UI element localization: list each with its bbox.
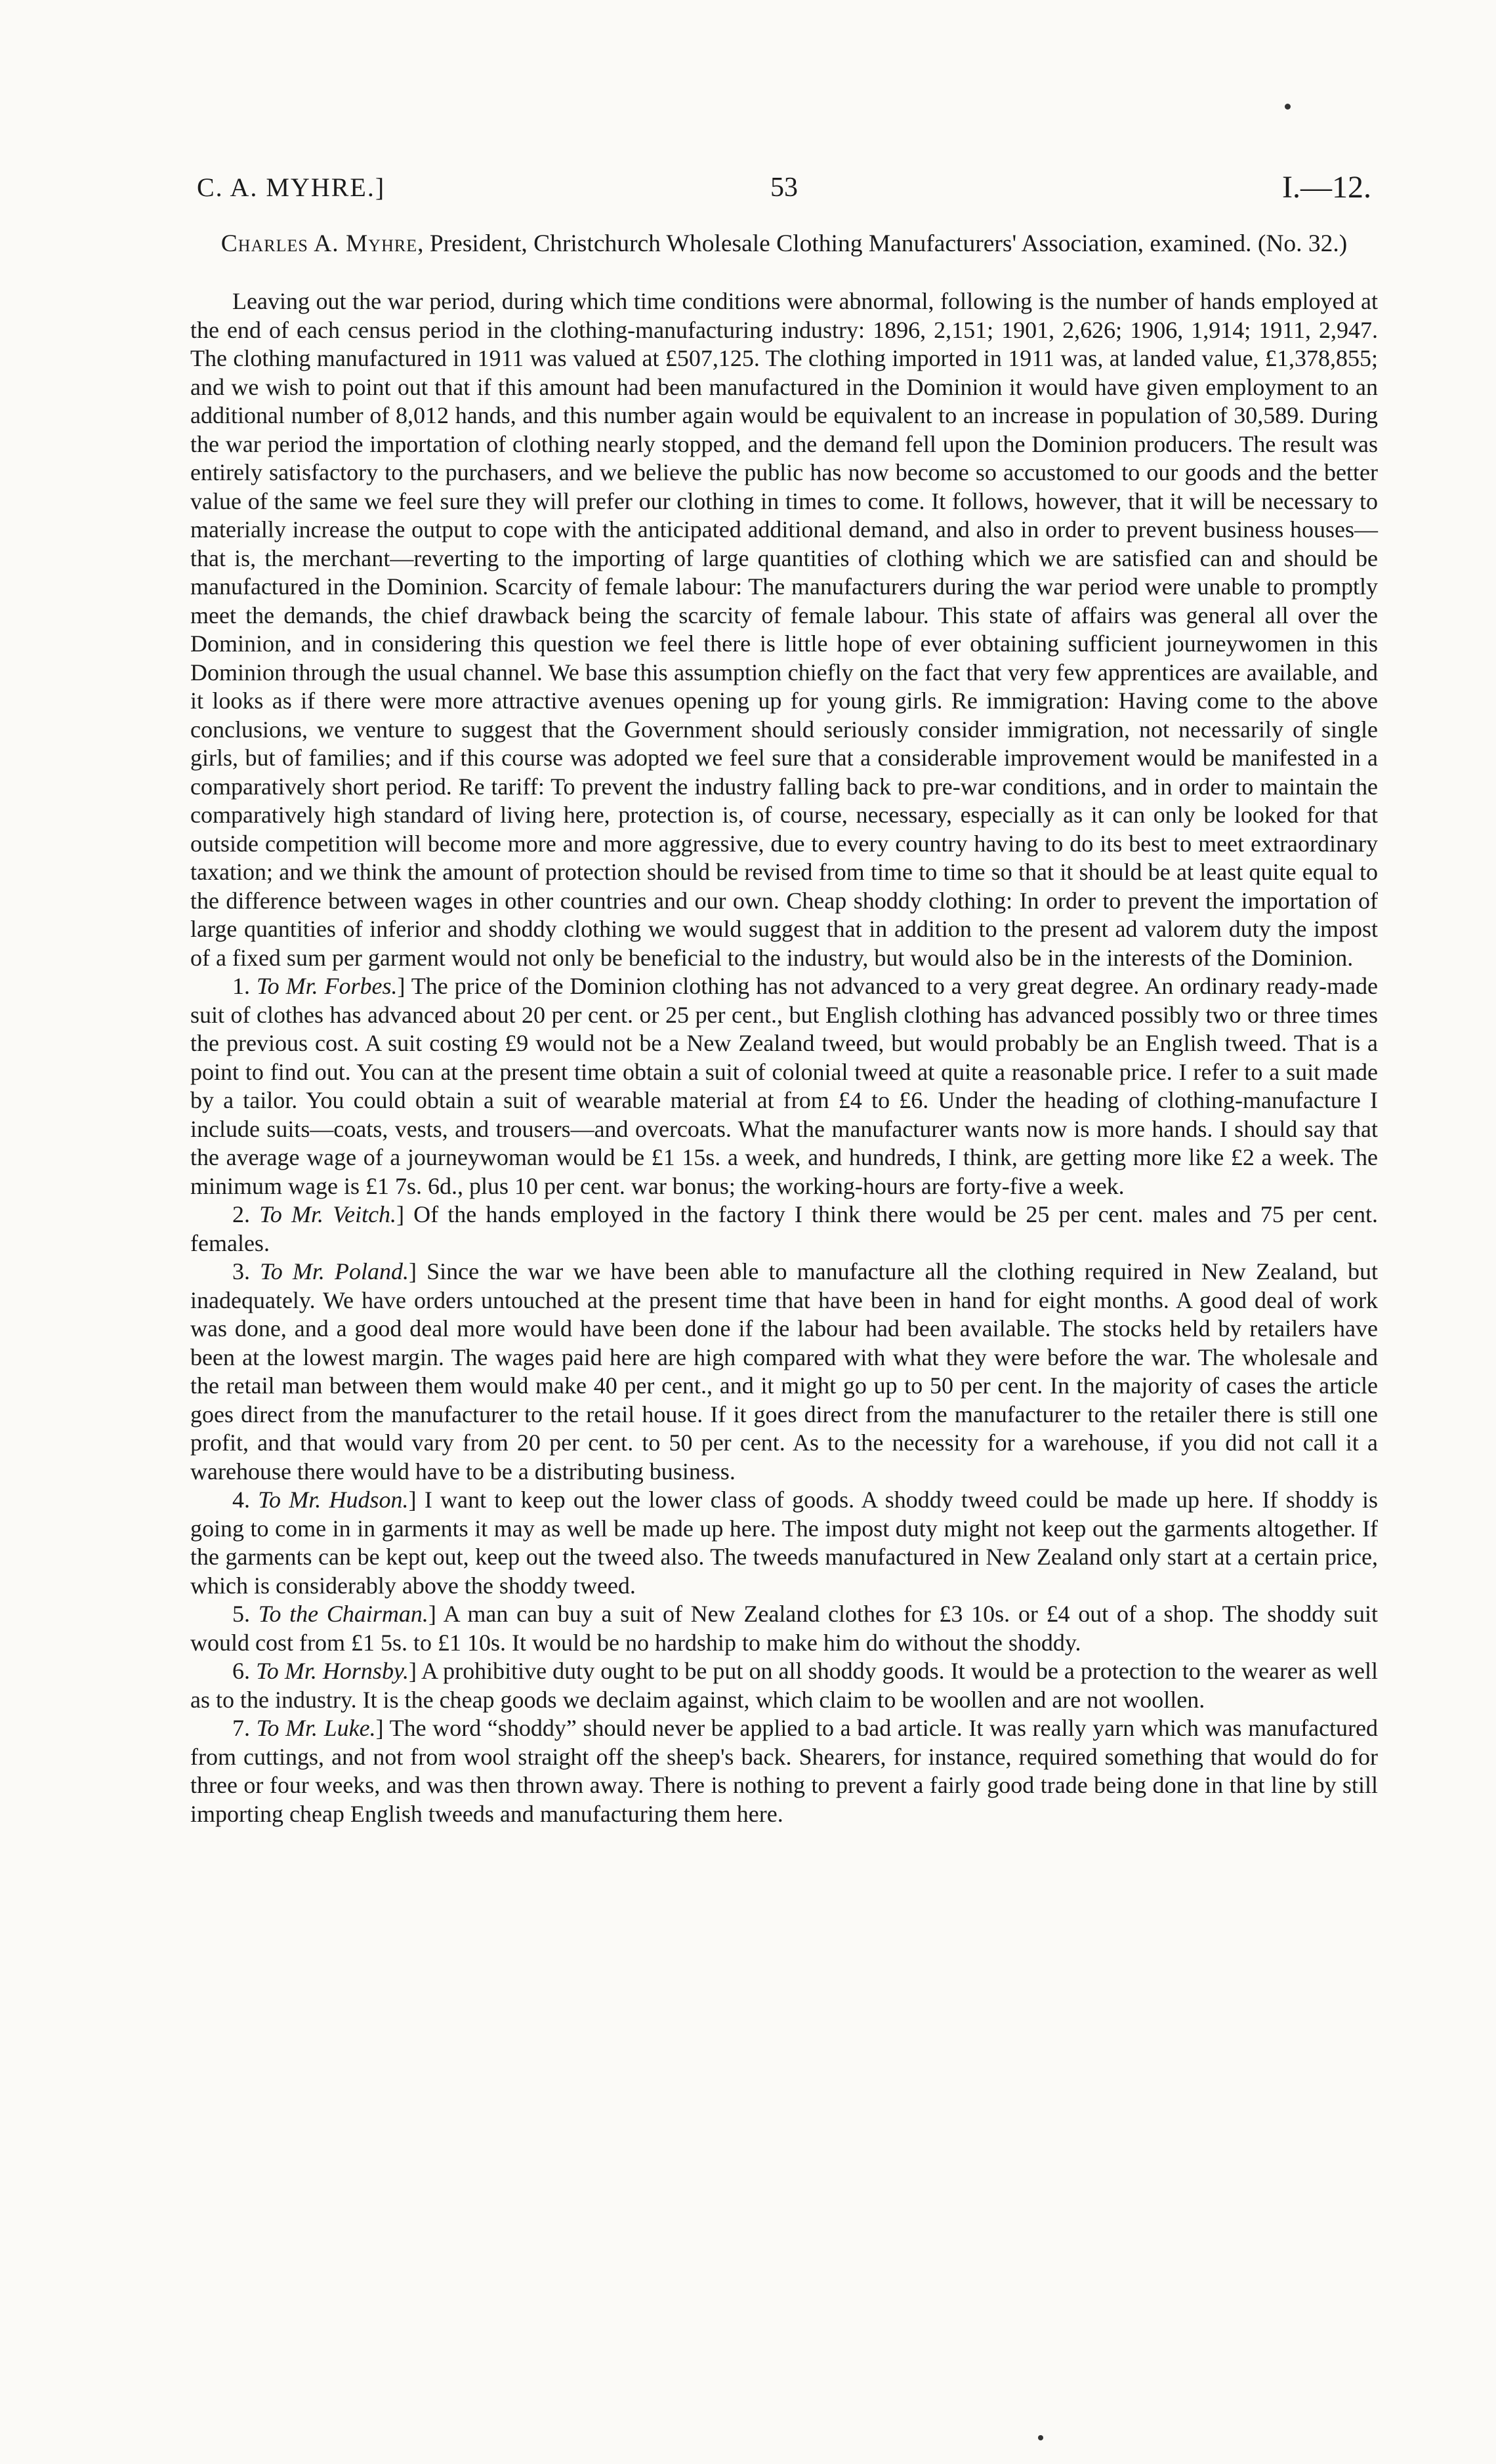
answer-number: 2. [232,1201,250,1227]
answer-number: 6. [232,1658,250,1684]
witness-running-head: C. A. MYHRE.] [197,173,386,202]
page-header [197,172,1371,211]
witness-name: Charles A. Myhre [220,230,418,257]
answer-addressee: To Mr. Forbes. [256,973,398,999]
answer-addressee: To Mr. Veitch. [259,1201,397,1227]
ink-speck [1285,104,1291,110]
evidence-body [190,287,1378,1828]
answer-text: The word “shoddy” should never be applied to a bad article. It was really yarn which was manufactured from cuttings, and not from wool straight off the sheep's back. Shearers, for instance, required something that would do for three or four weeks, and was then thrown away. There is nothing to prevent a fairly good trade being done in that line by still importing cheap English tweeds and manufacturing them here. [190,1715,1379,1827]
answer-addressee: To Mr. Poland. [260,1258,409,1284]
answer-text: A prohibitive duty ought to be put on all shoddy goods. It would be a protection to the wearer as well as to the industry. It is the cheap goods we declaim against, which claim to be woollen and are not woollen. [190,1658,1379,1713]
answer-addressee: To Mr. Hornsby. [256,1658,409,1684]
answer-paragraph: 6. To Mr. Hornsby.] A prohibitive duty ought to be put on all shoddy goods. It would be a protection to the wearer as well as to the industry. It is the cheap goods we declaim against, which claim to be woollen and are not woollen. [190,1658,1379,1713]
witness-description: , President, Christchurch Wholesale Clothing Manufacturers' Association, examined. (No. 32.) [417,230,1348,257]
answer-addressee: To the Chairman. [258,1601,428,1627]
answer-paragraph: 3. To Mr. Poland.] Since the war we have been able to manufacture all the clothing required in New Zealand, but inadequately. We have orders untouched at the present time that have been in hand for eight months. A good deal of work was done, and a good deal more would have been done if the labour had been available. The stocks held by retailers have been at the lowest margin. The wages paid here are high compared with what they were before the war. The wholesale and the retail man between them would make 40 per cent., and it might go up to 50 per cent. In the majority of cases the article goes direct from the manufacturer to the retail house. If it goes direct from the manufacturer to the retailer there is still one profit, and that would vary from 20 per cent. to 50 per cent. As to the necessity for a warehouse, if you did not call it a warehouse there would have to be a distributing business. [190,1258,1379,1485]
answer-text: The price of the Dominion clothing has not advanced to a very great degree. An ordinary ready-made suit of clothes has advanced about 20 per cent. or 25 per cent., but English clothing has advanced possibly two or three times the previous cost. A suit costing £9 would not be a New Zealand tweed, but would probably be an English tweed. That is a point to find out. You can at the present time obtain a suit of colonial tweed at quite a reasonable price. I refer to a suit made by a tailor. You could obtain a suit of wearable material at from £4 to £6. Under the heading of clothing-manufacture I include suits—coats, vests, and trousers—and overcoats. What the manufacturer wants now is more hands. I should say that the average wage of a journeywoman would be £1 15s. a week, and hundreds, I think, are getting more like £2 a week. The minimum wage is £1 7s. 6d., plus 10 per cent. war bonus; the working-hours are forty-five a week. [190,973,1378,1199]
answer-addressee: To Mr. Luke. [256,1715,376,1741]
answer-text: A man can buy a suit of New Zealand clothes for £3 10s. or £4 out of a shop. The shoddy suit would cost from £1 5s. to £1 10s. It would be no hardship to make him do without the shoddy. [190,1601,1378,1656]
ink-speck [1038,2435,1043,2440]
page-number: 53 [770,173,798,203]
answer-addressee: To Mr. Hudson. [258,1487,409,1513]
answer-paragraph: 2. To Mr. Veitch.] Of the hands employed in the factory I think there would be 25 per cent. males and 75 per cent. females. [190,1201,1378,1256]
answer-number: 7. [232,1715,250,1741]
answer-text: I want to keep out the lower class of goods. A shoddy tweed could be made up here. If shoddy is going to come in in garments it may as well be made up here. The impost duty might not keep out the garments altogether. If the garments can be kept out, keep out the tweed also. The tweeds manufactured in New Zealand only start at a certain price, which is considerably above the shoddy tweed. [190,1487,1378,1599]
answer-paragraph: 4. To Mr. Hudson.] I want to keep out the lower class of goods. A shoddy tweed could be made up here. If shoddy is going to come in in garments it may as well be made up here. The impost duty might not keep out the garments altogether. If the garments can be kept out, keep out the tweed also. The tweeds manufactured in New Zealand only start at a certain price, which is considerably above the shoddy tweed. [190,1487,1378,1599]
answer-text: Of the hands employed in the factory I think there would be 25 per cent. males and 75 per cent. females. [190,1201,1378,1256]
answer-text: Since the war we have been able to manufacture all the clothing required in New Zealand, but inadequately. We have orders untouched at the present time that have been in hand for eight months. A good deal of work was done, and a good deal more would have been done if the labour had been available. The stocks held by retailers have been at the lowest margin. The wages paid here are high compared with what they were before the war. The wholesale and the retail man between them would make 40 per cent., and it might go up to 50 per cent. In the majority of cases the article goes direct from the manufacturer to the retail house. If it goes direct from the manufacturer to the retailer there is still one profit, and that would vary from 20 per cent. to 50 per cent. As to the necessity for a warehouse, if you did not call it a warehouse there would have to be a distributing business. [190,1258,1379,1485]
answer-paragraph: 1. To Mr. Forbes.] The price of the Dominion clothing has not advanced to a very great degree. An ordinary ready-made suit of clothes has advanced about 20 per cent. or 25 per cent., but English clothing has advanced possibly two or three times the previous cost. A suit costing £9 would not be a New Zealand tweed, but would probably be an English tweed. That is a point to find out. You can at the present time obtain a suit of colonial tweed at quite a reasonable price. I refer to a suit made by a tailor. You could obtain a suit of wearable material at from £4 to £6. Under the heading of clothing-manufacture I include suits—coats, vests, and trousers—and overcoats. What the manufacturer wants now is more hands. I should say that the average wage of a journeywoman would be £1 15s. a week, and hundreds, I think, are getting more like £2 a week. The minimum wage is £1 7s. 6d., plus 10 per cent. war bonus; the working-hours are forty-five a week. [190,973,1378,1199]
opening-statement: Leaving out the war period, during which time conditions were abnormal, following is the number of hands employed at the end of each census period in the clothing-manufacturing industry: 1896, 2,151; 1901, 2,626; 1906, 1,914; 1911, 2,947. The clothing manufactured in 1911 was valued at £507,125. The clothing imported in 1911 was, at landed value, £1,378,855; and we wish to point out that if this amount had been manufactured in the Dominion it would have given employment to an additional number of 8,012 hands, and this number again would be equivalent to an increase in population of 30,589. During the war period the importation of clothing nearly stopped, and the demand fell upon the Dominion producers. The result was entirely satisfactory to the purchasers, and we believe the public has now become so accustomed to our goods and the better value of the same we feel sure they will prefer our clothing in times to come. It follows, however, that it will be necessary to materially increase the output to cope with the anticipated additional demand, and also in order to prevent business houses—that is, the merchant—reverting to the importing of large quantities of clothing which we are satisfied can and should be manufactured in the Dominion. Scarcity of female labour: The manufacturers during the war period were unable to promptly meet the demands, the chief drawback being the scarcity of female labour. This state of affairs was general all over the Dominion, and in considering this question we feel there is little hope of ever obtaining sufficient journeywomen in this Dominion through the usual channel. We base this assumption chiefly on the fact that very few apprentices are available, and it looks as if there were more attractive avenues opening up for young girls. Re immigration: Having come to the above conclusions, we venture to suggest that the Government should seriously consider immigration, not necessarily of single girls, but of families; and if this course was adopted we feel sure that a considerable improvement would be manifested in a comparatively short period. Re tariff: To prevent the industry falling back to pre-war conditions, and in order to maintain the comparatively high standard of living here, protection is, of course, necessary, especially as it can only be looked for that outside competition will become more and more aggressive, due to every country having to do its best to meet extraordinary taxation; and we think the amount of protection should be revised from time to time so that it should be at least quite equal to the difference between wages in other countries and our own. Cheap shoddy clothing: In order to prevent the importation of large quantities of inferior and shoddy clothing we would suggest that in addition to the present ad valorem duty the impost of a fixed sum per garment would not only be beneficial to the industry, but would also be in the interests of the Dominion. [190,288,1378,971]
answer-number: 3. [232,1258,250,1284]
answer-number: 5. [232,1601,250,1627]
answer-number: 4. [232,1487,250,1513]
paper-reference: I.—12. [1282,170,1371,205]
answer-number: 1. [232,973,250,999]
answer-paragraph: 7. To Mr. Luke.] The word “shoddy” should never be applied to a bad article. It was really yarn which was manufactured from cuttings, and not from wool straight off the sheep's back. Shearers, for instance, required something that would do for three or four weeks, and was then thrown away. There is nothing to prevent a fairly good trade being done in that line by still importing cheap English tweeds and manufacturing them here. [190,1715,1379,1827]
answer-paragraph: 5. To the Chairman.] A man can buy a suit of New Zealand clothes for £3 10s. or £4 out of a shop. The shoddy suit would cost from £1 5s. to £1 10s. It would be no hardship to make him do without the shoddy. [190,1601,1378,1656]
witness-heading [190,230,1378,258]
